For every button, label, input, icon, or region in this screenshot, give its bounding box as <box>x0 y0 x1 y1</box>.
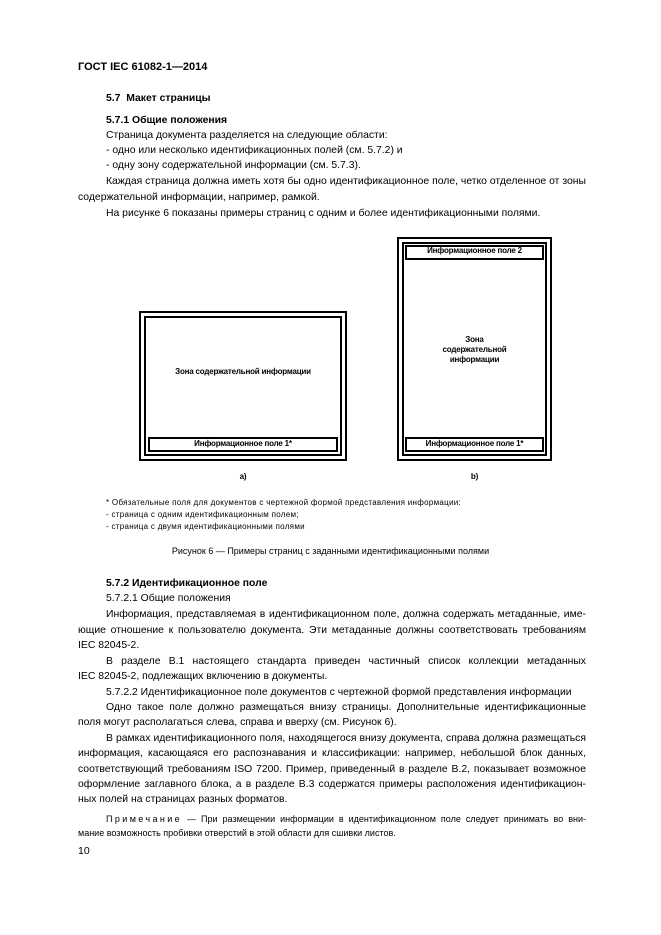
paragraph-line: Каждая страница должна иметь хотя бы одно идентификационное поле, четко отделенное от зоны <box>106 176 586 187</box>
section-number: 5.7 <box>106 93 121 104</box>
paragraph-line: IEC 82045-2, подлежащих включению в документы. <box>78 671 328 682</box>
clause-heading: 5.7.2.2 Идентификационное поле документов с чертежной формой представления информации <box>106 687 572 698</box>
paragraph-line: ющие отношение к пользователю документа. Эти метаданные должны соответствовать требованиям <box>78 625 586 636</box>
note-label: Примечание <box>106 814 183 824</box>
note-line <box>106 814 586 824</box>
figure-footnote: * Обязательные поля для документов с чертежной формой представления информации: <box>106 498 462 507</box>
paragraph-line: поля могут располагаться слева, справа и вверху (см. Рисунок 6). <box>78 717 397 728</box>
page-number: 10 <box>78 845 90 857</box>
figure-footnote: - страница с двумя идентификационными полями <box>106 522 305 531</box>
paragraph-line: IEC 82045-2. <box>78 640 140 651</box>
section-title: Макет страницы <box>126 93 211 104</box>
figure-b-info-field-label: Информационное поле 1* <box>425 439 524 448</box>
paragraph-line: На рисунке 6 показаны примеры страниц с одним и более идентификационными полями. <box>106 208 541 219</box>
paragraph-line: соответствующий требованиям ISO 7200. Пример, приведенный в разделе В.2, показывает возможное <box>78 764 586 775</box>
clause-heading: 5.7.2.1 Общие положения <box>106 593 231 604</box>
figure-b-label: b) <box>470 472 479 481</box>
paragraph-line: ных полей на страницах разных форматов. <box>78 794 288 805</box>
figure-a-info-field-label: Информационное поле 1* <box>194 439 292 448</box>
list-item: - одну зону содержательной информации (см. 5.7.3). <box>106 160 361 171</box>
figure-b-content-line: содержательной <box>442 345 507 354</box>
note-text: — При размещении информации в идентификационном поле следует принимать во вни- <box>187 814 586 824</box>
subsection-heading-5-7-2: 5.7.2 Идентификационное поле <box>106 578 268 589</box>
paragraph-line: В рамках идентификационного поля, находящегося внизу документа, справа должна размещаться <box>106 733 586 744</box>
paragraph-line: содержательной информации, например, рамкой. <box>78 192 320 203</box>
figure-b-top-field-label: Информационное поле 2 <box>427 246 522 255</box>
paragraph-line: Информация, представляемая в идентификационном поле, должна содержать метаданные, име- <box>106 609 586 620</box>
paragraph-line: информация, касающаяся его распознавания и классификации: например, небольшой блок данных, <box>78 748 586 759</box>
figure-a-label: а) <box>239 472 247 481</box>
figure-b-content-line: Зона <box>465 335 484 344</box>
paragraph-line: оформление заглавного блока, а в разделе В.3 содержатся примеры расположения идентификацион- <box>78 779 586 790</box>
paragraph-line: Одно такое поле должно размещаться внизу страницы. Дополнительные идентификационные <box>106 702 586 713</box>
figure-footnote: - страница с одним идентификационным полем; <box>106 510 299 519</box>
figure-caption: Рисунок 6 — Примеры страниц с заданными идентификационными полями <box>171 546 490 556</box>
paragraph-line: Страница документа разделяется на следующие области: <box>106 130 388 141</box>
list-item: - одно или несколько идентификационных полей (см. 5.7.2) и <box>106 145 403 156</box>
figure-a-inner-frame <box>144 316 342 456</box>
paragraph-line: В разделе В.1 настоящего стандарта приведен частичный список коллекции метаданных <box>106 656 586 667</box>
figure-a-content-label: Зона содержательной информации <box>175 367 311 376</box>
note-line: мание возможность пробивки отверстий в этой области для сшивки листов. <box>78 828 396 838</box>
subsection-heading-5-7-1: 5.7.1 Общие положения <box>106 115 228 126</box>
figure-b-content-line: информации <box>449 355 500 364</box>
document-header: ГОСТ IEC 61082-1—2014 <box>78 61 208 73</box>
section-heading <box>106 93 211 104</box>
